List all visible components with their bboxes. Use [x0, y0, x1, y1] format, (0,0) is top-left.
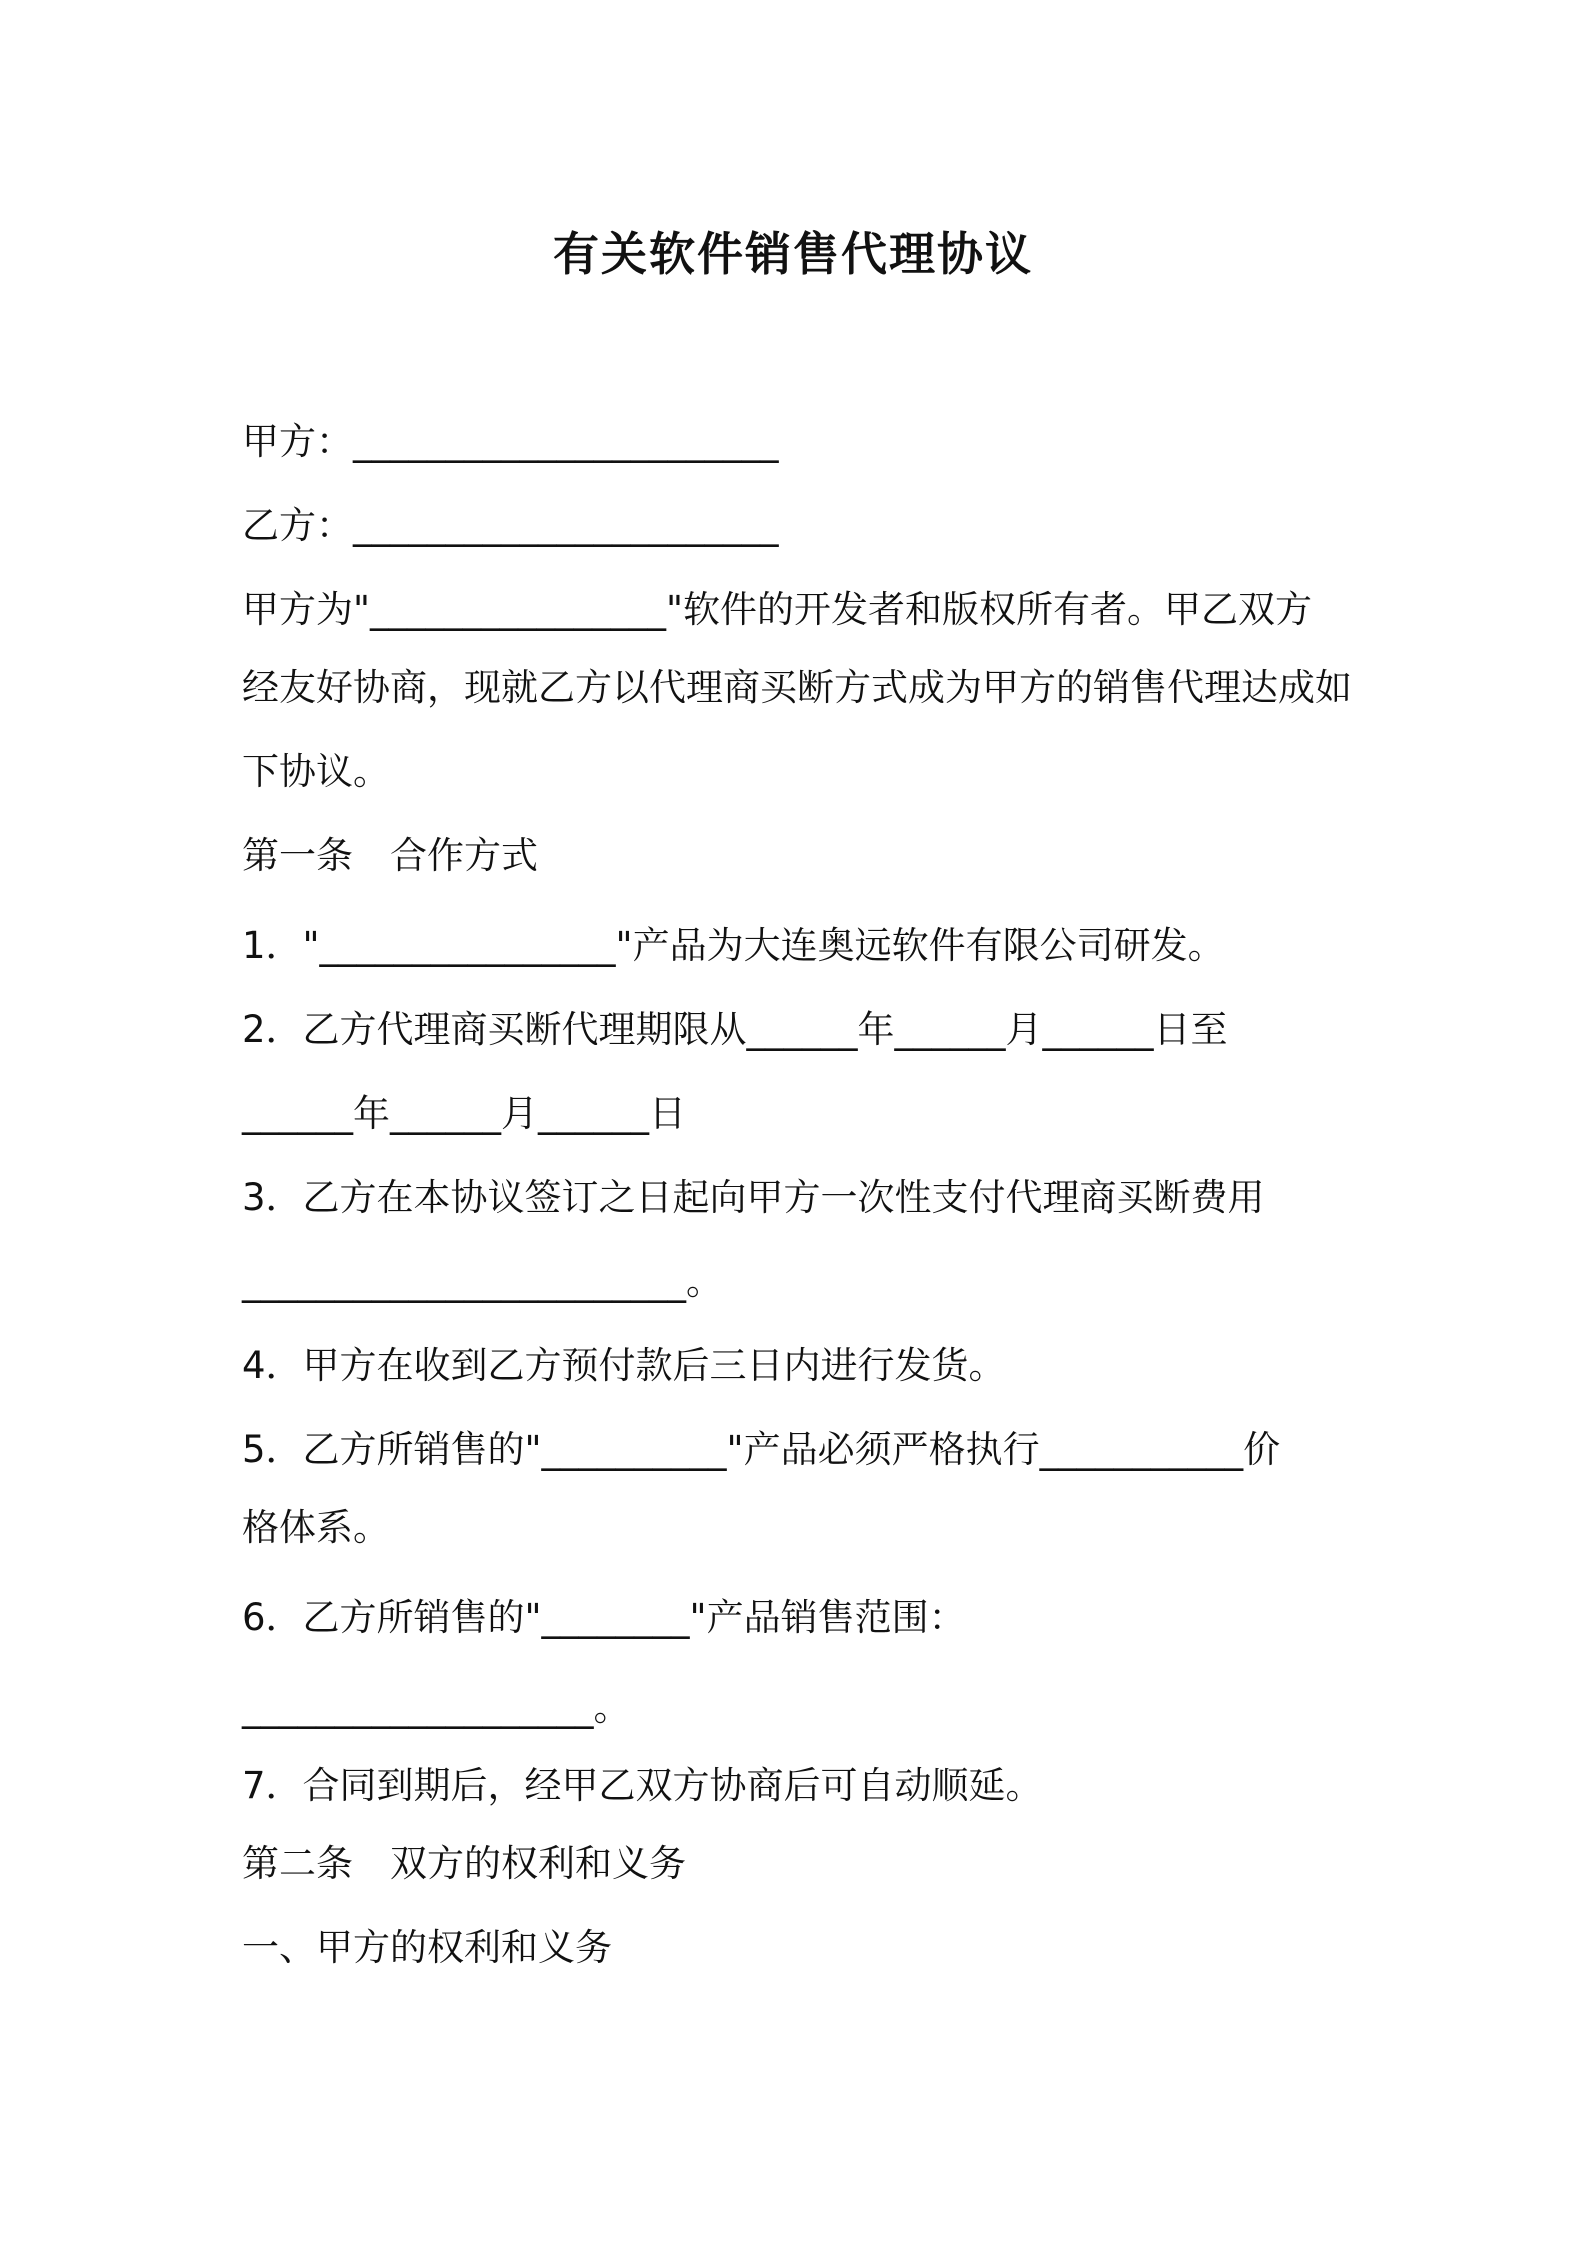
clause-6-line-1: 6．乙方所销售的"________"产品销售范围：: [242, 1596, 966, 1639]
clause-5-line-2: 格体系。: [242, 1506, 390, 1549]
intro-paragraph-line-2: 经友好协商，现就乙方以代理商买断方式成为甲方的销售代理达成如: [242, 666, 1352, 709]
clause-1: 1．"________________"产品为大连奥远软件有限公司研发。: [242, 924, 1225, 967]
section-party-a-rights-heading: 一、甲方的权利和义务: [242, 1926, 612, 1969]
document-title: 有关软件销售代理协议: [553, 227, 1033, 281]
article-1-heading: 第一条 合作方式: [242, 834, 538, 877]
intro-paragraph-line-3: 下协议。: [242, 750, 390, 793]
clause-2-line-1: 2．乙方代理商买断代理期限从______年______月______日至: [242, 1008, 1228, 1051]
clause-3-line-1: 3．乙方在本协议签订之日起向甲方一次性支付代理商买断费用: [242, 1176, 1265, 1219]
clause-5-line-1: 5．乙方所销售的"__________"产品必须严格执行___________价: [242, 1428, 1281, 1471]
clause-7: 7．合同到期后，经甲乙双方协商后可自动顺延。: [242, 1764, 1043, 1807]
clause-6-line-2: ___________________。: [242, 1686, 631, 1729]
party-a-line: 甲方：_______________________: [242, 420, 779, 463]
clause-2-line-2: ______年______月______日: [242, 1092, 686, 1135]
article-2-heading: 第二条 双方的权利和义务: [242, 1842, 686, 1885]
intro-paragraph-line-1: 甲方为"________________"软件的开发者和版权所有者。甲乙双方: [242, 588, 1313, 631]
clause-3-line-2: ________________________。: [242, 1260, 723, 1303]
party-b-line: 乙方：_______________________: [242, 504, 779, 547]
clause-4: 4．甲方在收到乙方预付款后三日内进行发货。: [242, 1344, 1006, 1387]
